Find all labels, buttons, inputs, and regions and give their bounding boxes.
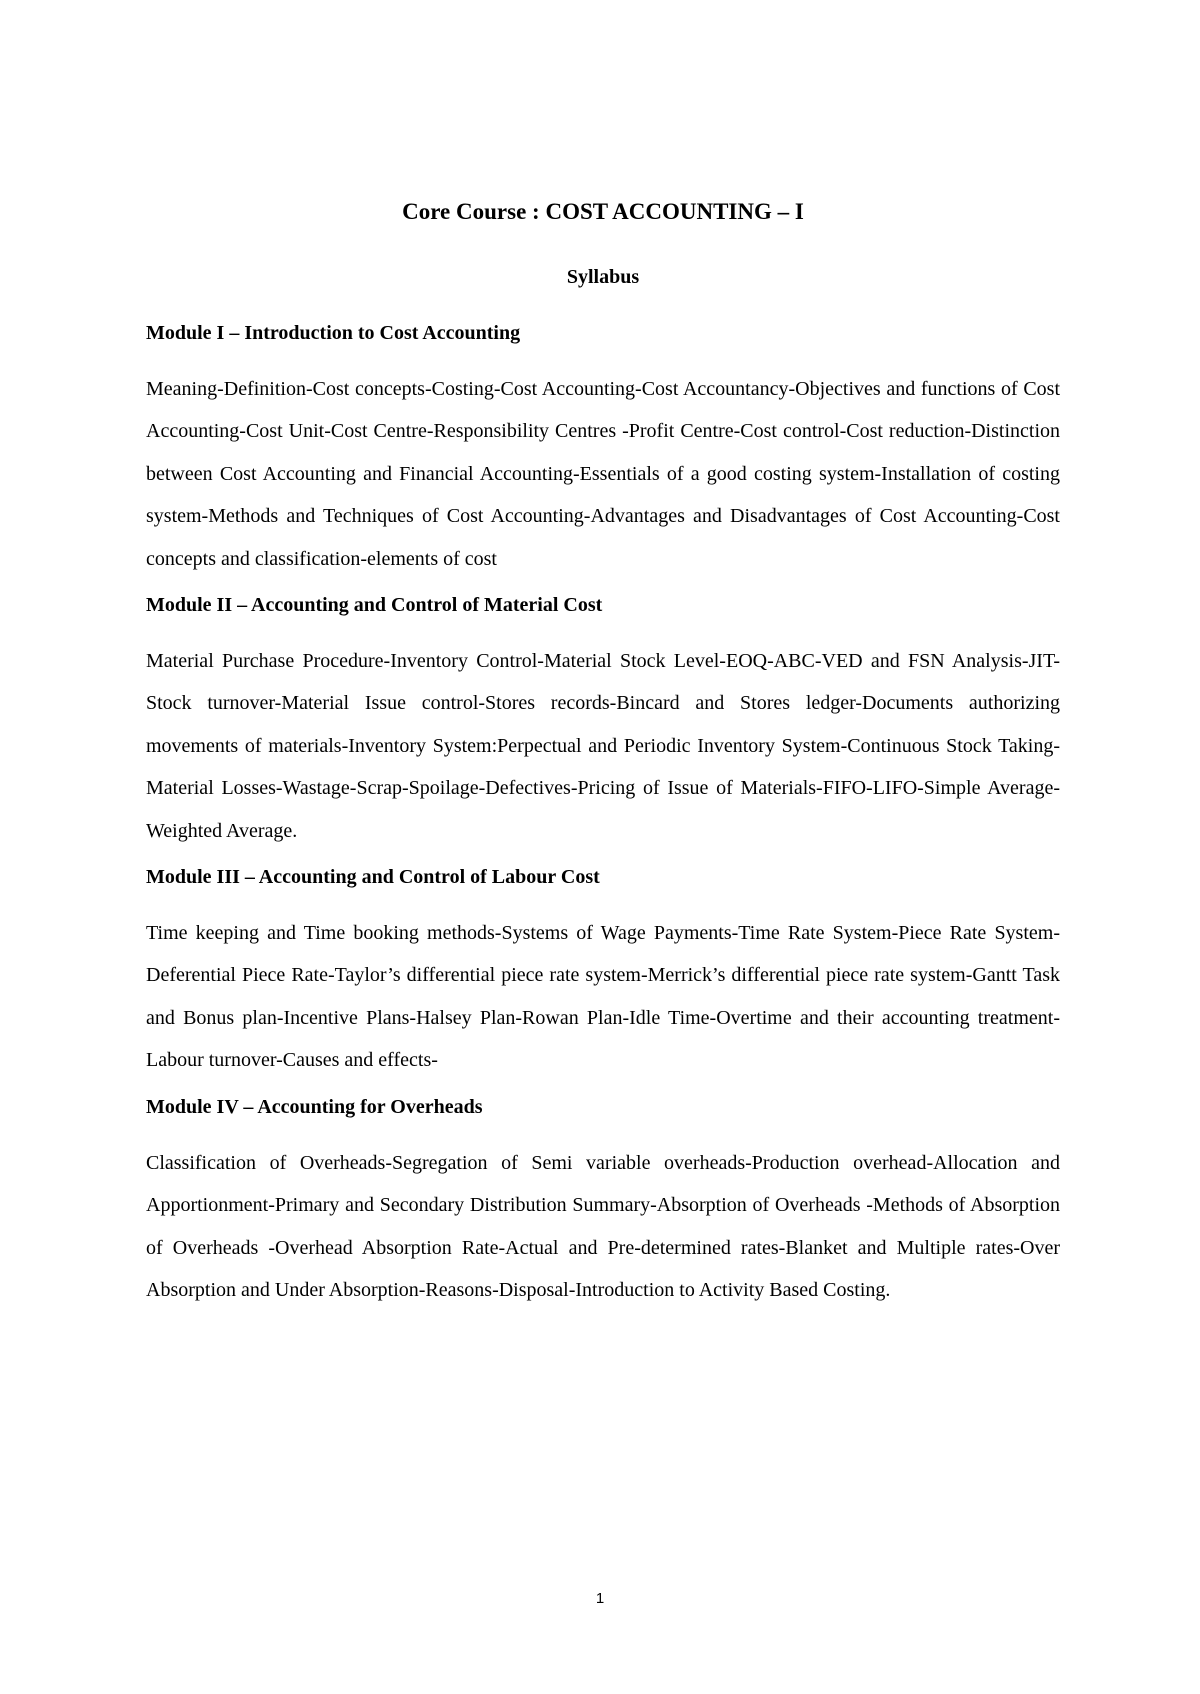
module-heading: Module II – Accounting and Control of Material Cost: [146, 594, 603, 617]
module-heading: Module III – Accounting and Control of Labour Cost: [146, 866, 600, 889]
module-heading: Module I – Introduction to Cost Accounting: [146, 322, 521, 344]
course-title-prefix: Core Course :: [402, 199, 546, 224]
module-body: Material Purchase Procedure-Inventory Control-Material Stock Level-EOQ-ABC-VED and FSN Analysis-JIT-Stock turnover-Material Issue control-Stores records-Bincard and Stores ledger-Documents authorizing movements of materials-Inventory System:Perpectual and Periodic Inventory System-Continuous Stock Taking-Material Losses-Wastage-Scrap-Spoilage-Defectives-Pricing of Issue of Materials-FIFO-LIFO-Simple Average-Weighted Average.: [146, 650, 1060, 842]
module-4: [146, 1094, 1060, 1312]
module-3: [146, 864, 1060, 1082]
module-2: [146, 592, 1060, 852]
module-body: Meaning-Definition-Cost concepts-Costing-Cost Accounting-Cost Accountancy-Objectives and functions of Cost Accounting-Cost Unit-Cost Centre-Responsibility Centres -Profit Centre-Cost control-Cost reduction-Distinction between Cost Accounting and Financial Accounting-Essentials of a good costing system-Installation of costing system-Methods and Techniques of Cost Accounting-Advantages and Disadvantages of Cost Accounting-Cost concepts and classification-elements of cost: [146, 378, 1060, 570]
module-body: Classification of Overheads-Segregation of Semi variable overheads-Production overhead-Allocation and Apportionment-Primary and Secondary Distribution Summary-Absorption of Overheads -Methods of Absorption of Overheads -Overhead Absorption Rate-Actual and Pre-determined rates-Blanket and Multiple rates-Over Absorption and Under Absorption-Reasons-Disposal-Introduction to Activity Based Costing.: [146, 1151, 1060, 1301]
syllabus-heading: Syllabus: [566, 266, 640, 288]
module-1: [146, 320, 1060, 580]
module-list: [146, 320, 1060, 1323]
page-number: 1: [595, 1590, 605, 1607]
course-title: [146, 198, 1060, 226]
course-name: COST ACCOUNTING – I: [545, 199, 804, 224]
module-heading: Module IV – Accounting for Overheads: [146, 1095, 483, 1118]
module-body: Time keeping and Time booking methods-Systems of Wage Payments-Time Rate System-Piece Rate System-Deferential Piece Rate-Taylor’s differential piece rate system-Merrick’s differential piece rate system-Gantt Task and Bonus plan-Incentive Plans-Halsey Plan-Rowan Plan-Idle Time-Overtime and their accounting treatment-Labour turnover-Causes and effects-: [146, 922, 1060, 1072]
